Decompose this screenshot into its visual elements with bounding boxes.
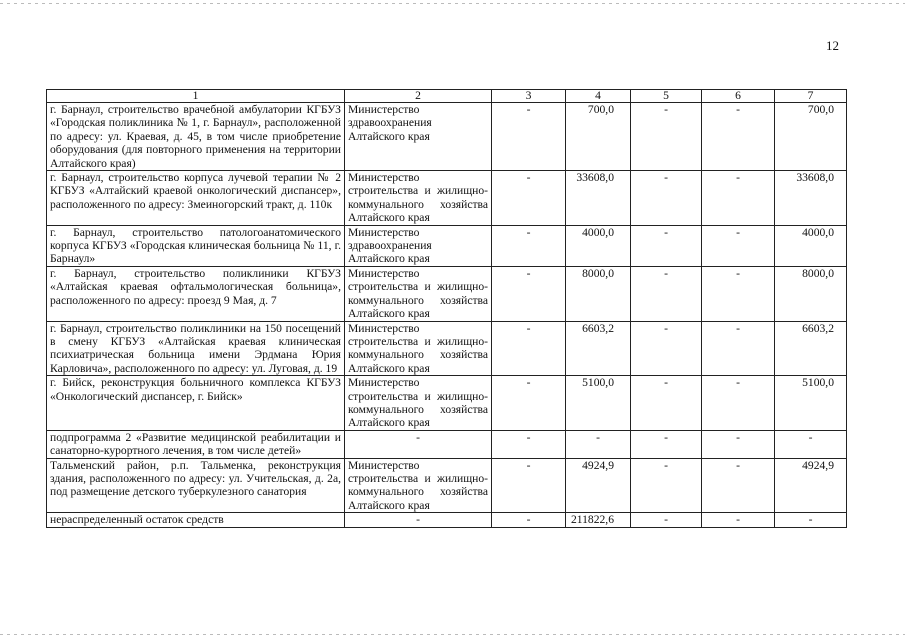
value-cell: 5100,0 <box>775 376 847 431</box>
value-cell: 4000,0 <box>775 225 847 266</box>
header-row <box>47 90 847 103</box>
value-cell: - <box>492 266 566 321</box>
table-row <box>47 171 847 226</box>
page-number: 12 <box>826 38 839 53</box>
ministry-cell: - <box>345 430 492 458</box>
header-cell: 2 <box>345 90 492 103</box>
ministry-cell: Министерство строительства и жилищно-коммунального хозяйства Алтайского края <box>345 321 492 376</box>
value-cell: 4000,0 <box>566 225 631 266</box>
ministry-cell: Министерство строительства и жилищно-коммунального хозяйства Алтайского края <box>345 458 492 513</box>
value-cell: - <box>631 430 702 458</box>
value-cell: - <box>702 430 775 458</box>
ministry-cell: Министерство строительства и жилищно-коммунального хозяйства Алтайского края <box>345 376 492 431</box>
value-cell: - <box>702 225 775 266</box>
object-cell: г. Барнаул, строительство патологоанатомического корпуса КГБУЗ «Городская клиническая больница № 11, г. Барнаул» <box>47 225 345 266</box>
header-cell: 7 <box>775 90 847 103</box>
table-row <box>47 513 847 527</box>
ministry-cell: Министерство строительства и жилищно-коммунального хозяйства Алтайского края <box>345 171 492 226</box>
value-cell: - <box>566 430 631 458</box>
object-cell: г. Барнаул, строительство корпуса лучевой терапии № 2 КГБУЗ «Алтайский краевой онкологический диспансер», расположенного по адресу: Змеиногорский тракт, д. 110к <box>47 171 345 226</box>
header-cell: 6 <box>702 90 775 103</box>
value-cell: - <box>702 376 775 431</box>
value-cell: - <box>492 513 566 527</box>
header-cell: 4 <box>566 90 631 103</box>
ministry-cell: - <box>345 513 492 527</box>
value-cell: 33608,0 <box>566 171 631 226</box>
object-cell: г. Бийск, реконструкция больничного комплекса КГБУЗ «Онкологический диспансер, г. Бийск» <box>47 376 345 431</box>
value-cell: - <box>702 103 775 171</box>
value-cell: - <box>702 513 775 527</box>
ministry-cell: Министерство строительства и жилищно-коммунального хозяйства Алтайского края <box>345 266 492 321</box>
ministry-cell: Министерство здравоохранения Алтайского края <box>345 103 492 171</box>
object-cell: г. Барнаул, строительство поликлиники на 150 посещений в смену КГБУЗ «Алтайская краевая клиническая психиатрическая больница имени Эрдмана Юрия Карловича», расположенного по адресу: ул. Луговая, д. 19 <box>47 321 345 376</box>
value-cell: 6603,2 <box>775 321 847 376</box>
table-row <box>47 376 847 431</box>
value-cell: - <box>631 376 702 431</box>
object-cell: Тальменский район, р.п. Тальменка, реконструкция здания, расположенного по адресу: ул. Учительская, д. 2а, под размещение детского туберкулезного санатория <box>47 458 345 513</box>
value-cell: - <box>775 513 847 527</box>
value-cell: - <box>492 321 566 376</box>
value-cell: - <box>631 266 702 321</box>
budget-table <box>46 89 847 528</box>
value-cell: - <box>492 376 566 431</box>
value-cell: - <box>702 458 775 513</box>
value-cell: 211822,6 <box>566 513 631 527</box>
table-row <box>47 430 847 458</box>
value-cell: 5100,0 <box>566 376 631 431</box>
value-cell: - <box>492 225 566 266</box>
value-cell: - <box>631 321 702 376</box>
value-cell: 8000,0 <box>566 266 631 321</box>
ministry-cell: Министерство здравоохранения Алтайского края <box>345 225 492 266</box>
value-cell: - <box>631 513 702 527</box>
header-cell: 1 <box>47 90 345 103</box>
value-cell: 8000,0 <box>775 266 847 321</box>
value-cell: - <box>775 430 847 458</box>
table-row <box>47 458 847 513</box>
value-cell: 700,0 <box>775 103 847 171</box>
object-cell: г. Барнаул, строительство врачебной амбулатории КГБУЗ «Городская поликлиника № 1, г. Барнаул», расположенной по адресу: ул. Краевая, д. 45, в том числе приобретение оборудования (для повторного применения на территории Алтайского края) <box>47 103 345 171</box>
table-row <box>47 321 847 376</box>
value-cell: - <box>702 321 775 376</box>
object-cell: нераспределенный остаток средств <box>47 513 345 527</box>
value-cell: 4924,9 <box>775 458 847 513</box>
value-cell: - <box>702 171 775 226</box>
table-row <box>47 266 847 321</box>
table-row <box>47 225 847 266</box>
header-cell: 5 <box>631 90 702 103</box>
value-cell: - <box>631 458 702 513</box>
value-cell: - <box>492 430 566 458</box>
value-cell: - <box>631 225 702 266</box>
value-cell: - <box>492 103 566 171</box>
value-cell: - <box>702 266 775 321</box>
value-cell: - <box>492 171 566 226</box>
value-cell: - <box>492 458 566 513</box>
object-cell: г. Барнаул, строительство поликлиники КГБУЗ «Алтайская краевая офтальмологическая больница», расположенного по адресу: проезд 9 Мая, д. 7 <box>47 266 345 321</box>
value-cell: 700,0 <box>566 103 631 171</box>
value-cell: - <box>631 171 702 226</box>
table-row <box>47 103 847 171</box>
object-cell: подпрограмма 2 «Развитие медицинской реабилитации и санаторно-курортного лечения, в том числе детей» <box>47 430 345 458</box>
value-cell: 6603,2 <box>566 321 631 376</box>
header-cell: 3 <box>492 90 566 103</box>
value-cell: - <box>631 103 702 171</box>
value-cell: 4924,9 <box>566 458 631 513</box>
value-cell: 33608,0 <box>775 171 847 226</box>
